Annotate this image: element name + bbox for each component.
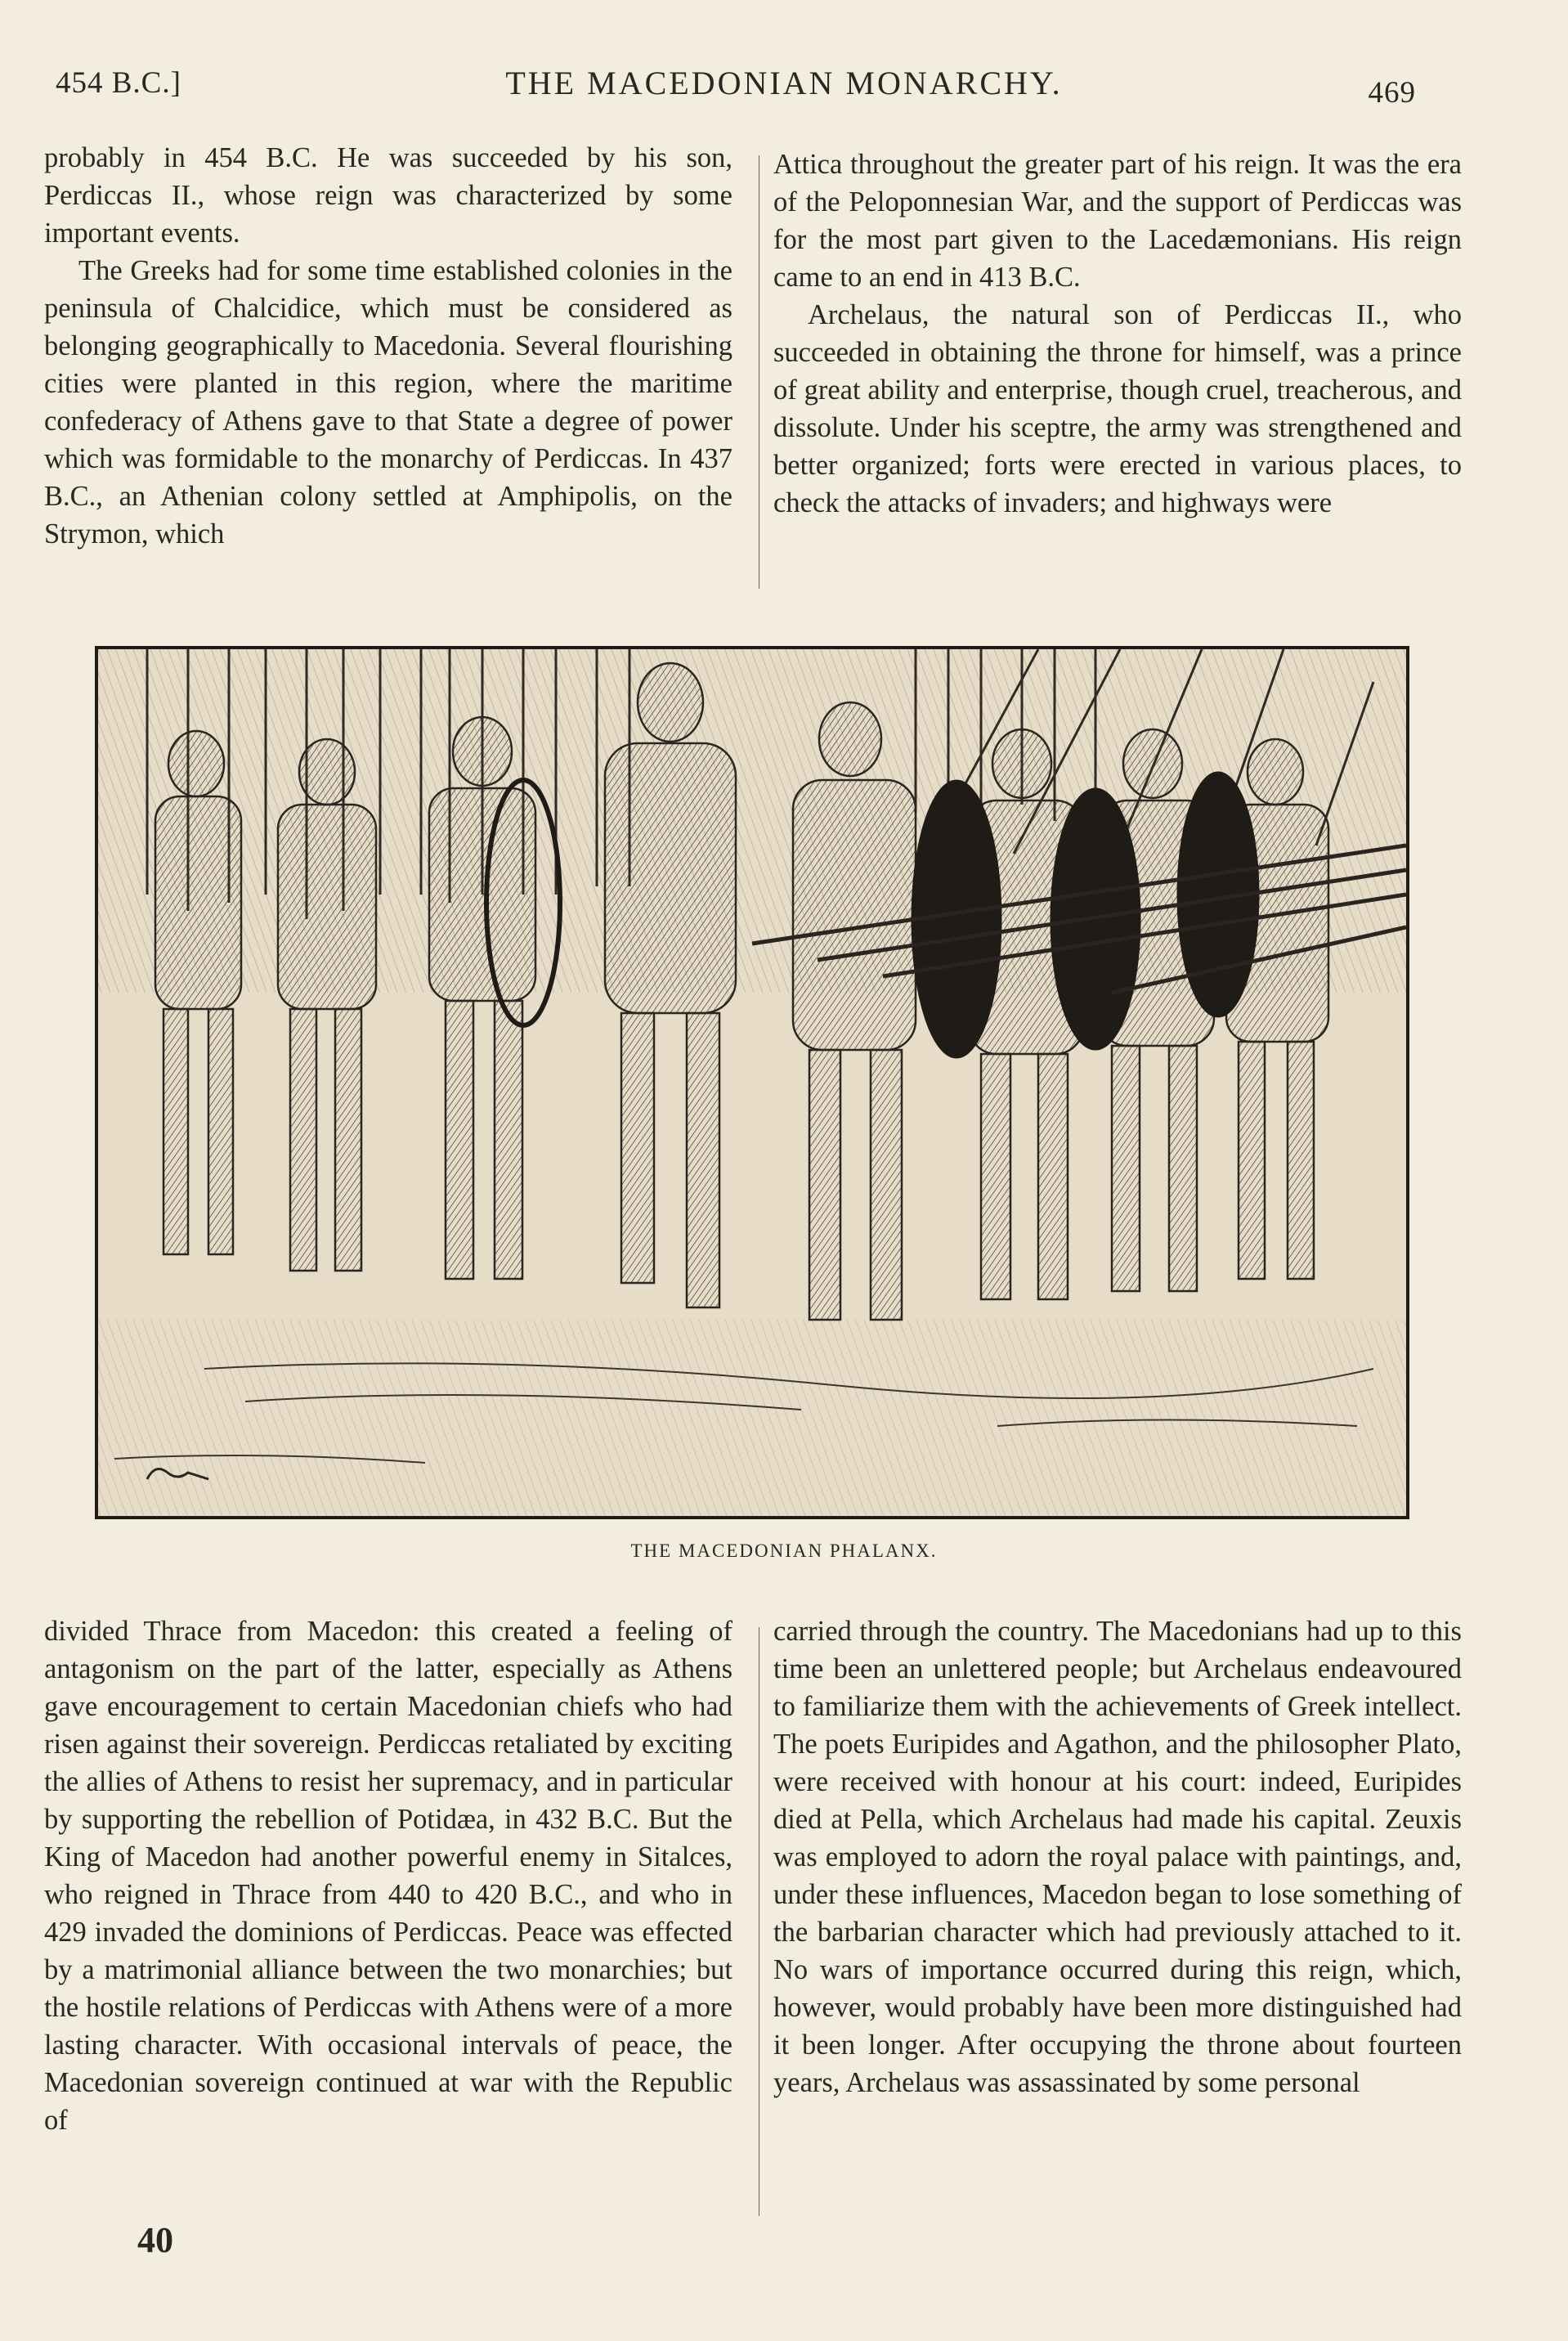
column-bottom-right xyxy=(773,1612,1462,2101)
paragraph: Archelaus, the natural son of Perdiccas II., who succeeded in obtaining the throne for himself, was a prince of great ability and enterprise, though cruel, treacherous, and dissolute. Under his sceptre, the army was strengthened and better organized; forts were erected in various places, to check the attacks of invaders; and highways were xyxy=(773,299,1462,518)
running-head-title: THE MACEDONIAN MONARCHY. xyxy=(505,65,1063,101)
figure-caption: THE MACEDONIAN PHALANX. xyxy=(630,1540,938,1561)
column-top-left xyxy=(44,139,732,553)
signature-mark: 40 xyxy=(137,2220,173,2260)
paragraph: The Greeks had for some time established colonies in the peninsula of Chalcidice, which must be considered as belonging geographically to Macedonia. Several flourishing cities were planted in this region, where the maritime confederacy of Athens gave to that State a degree of power which was formidable to the monarchy of Perdiccas. In 437 B.C., an Athenian colony settled at Amphipolis, on the Strymon, which xyxy=(44,255,732,549)
paragraph: carried through the country. The Macedonians had up to this time been an unlettered people; but Archelaus endeavoured to familiarize them with the achievements of Greek intellect. The poets Euripides and Agathon, and the philosopher Plato, were received with honour at his court: indeed, Euripides died at Pella, which Archelaus had made his capital. Zeuxis was employed to adorn the royal palace with paintings, and, under these influences, Macedon began to lose something of the barbarian character which had previously attached to it. No wars of importance occurred during this reign, which, however, would probably have been more distinguished had it been longer. After occupying the throne about fourteen years, Archelaus was assassinated by some personal xyxy=(773,1616,1462,2098)
running-head-date: 454 B.C.] xyxy=(56,66,181,100)
column-bottom-left xyxy=(44,1612,732,2139)
paragraph: divided Thrace from Macedon: this created a feeling of antagonism on the part of the latter, especially as Athens gave encouragement to certain Macedonian chiefs who had risen against their sovereign. Perdiccas retaliated by exciting the allies of Athens to resist her supremacy, and in particular by supporting the rebellion of Potidæa, in 432 B.C. But the King of Macedon had another powerful enemy in Sitalces, who reigned in Thrace from 440 to 420 B.C., and who in 429 invaded the dominions of Perdiccas. Peace was effected by a matrimonial alliance between the two monarchies; but the hostile relations of Perdiccas with Athens were of a more lasting character. With occasional intervals of peace, the Macedonian sovereign continued at war with the Republic of xyxy=(44,1616,732,2136)
column-top-right xyxy=(773,146,1462,522)
engraving-illustration xyxy=(95,646,1409,1519)
page-number: 469 xyxy=(1368,76,1416,110)
paragraph: probably in 454 B.C. He was succeeded by his son, Perdiccas II., whose reign was characterized by some important events. xyxy=(44,142,732,249)
paragraph: Attica throughout the greater part of his reign. It was the era of the Peloponnesian War, and the support of Perdiccas was for the most part given to the Lacedæmonians. His reign came to an end in 413 B.C. xyxy=(773,149,1462,293)
